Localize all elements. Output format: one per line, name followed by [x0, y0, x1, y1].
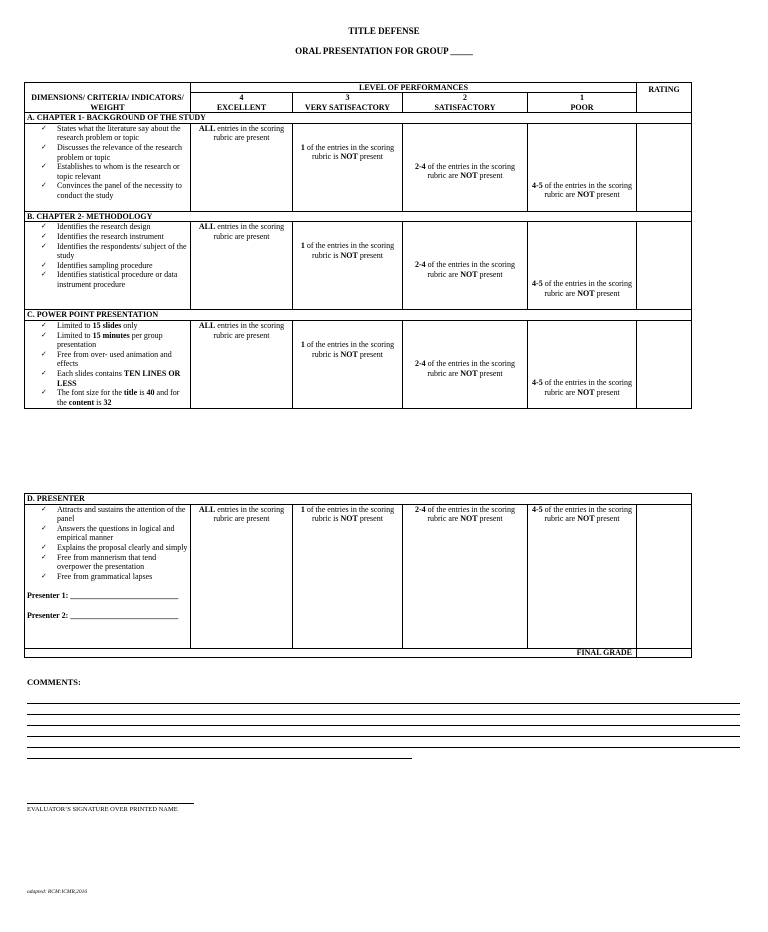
presenter-2-field[interactable]: Presenter 2: ___________________________ — [27, 610, 179, 620]
desc-text: present — [357, 250, 383, 260]
desc-bold: 4-5 — [532, 377, 543, 387]
desc-text: of the entries in the scoring rubric are — [542, 377, 633, 397]
level-num: 1 — [580, 93, 585, 102]
desc-bold: 1 — [300, 142, 305, 152]
item-bold: 32 — [103, 397, 112, 407]
comment-line[interactable] — [27, 714, 740, 715]
desc-bold: NOT — [577, 288, 595, 298]
comment-line[interactable] — [27, 703, 740, 704]
desc-bold: NOT — [460, 171, 478, 181]
criteria-item: ✓ Free from grammatical lapses — [41, 572, 188, 582]
desc-text: present — [477, 368, 503, 378]
desc-bold: NOT — [460, 269, 478, 279]
desc-bold: 4-5 — [532, 279, 543, 289]
sat-descriptor — [403, 222, 528, 310]
item-text: Limited to — [57, 330, 93, 340]
comment-line[interactable] — [27, 736, 740, 737]
sat-descriptor — [403, 123, 528, 211]
desc-text: of the entries in the scoring rubric are — [425, 161, 515, 181]
poor-descriptor — [528, 222, 637, 310]
section-a-title: A. CHAPTER 1- BACKGROUND OF THE STUDY — [25, 113, 692, 124]
desc-bold: NOT — [460, 514, 478, 524]
item-text: Free from over- used animation and effects — [57, 349, 172, 369]
section-b-criteria — [25, 222, 191, 310]
desc-text: of the entries in the scoring rubric is — [304, 241, 395, 260]
level-label: SATISFACTORY — [434, 102, 496, 112]
item-bold: 15 slides — [92, 320, 122, 330]
criteria-item: ✓ Identifies the research instrument — [41, 232, 188, 242]
level-num: 4 — [239, 93, 244, 102]
comments-label: COMMENTS: — [27, 677, 81, 687]
section-b-row — [25, 222, 692, 310]
desc-text: of the entries in the scoring rubric are — [425, 358, 515, 378]
desc-text: of the entries in the scoring rubric are — [425, 504, 515, 524]
desc-bold: 2-4 — [415, 260, 426, 270]
desc-bold: NOT — [577, 387, 595, 397]
excellent-descriptor — [191, 222, 293, 310]
desc-text: present — [594, 514, 620, 524]
item-text: per group presentation — [57, 330, 163, 350]
criteria-item: ✓ Convinces the panel of the necessity to conduct the study — [41, 181, 188, 200]
desc-text: present — [357, 514, 383, 524]
criteria-item: ✓ Discusses the relevance of the research problem or topic — [41, 143, 188, 162]
criteria-item: ✓ States what the literature say about the research problem or topic — [41, 124, 188, 143]
item-text: and for the — [57, 388, 180, 407]
criteria-item — [41, 331, 188, 350]
level-label: EXCELLENT — [216, 102, 267, 112]
criteria-item: ✓ Identifies the research design — [41, 222, 188, 232]
signature-label: EVALUATOR’S SIGNATURE OVER PRINTED NAME — [27, 806, 178, 813]
section-a-criteria — [25, 123, 191, 211]
section-d-criteria — [25, 504, 191, 648]
criteria-item: ✓ Establishes to whom is the research or topic relevant — [41, 162, 188, 181]
section-a-row — [25, 123, 692, 211]
document-title: TITLE DEFENSE — [348, 26, 420, 36]
section-c-title-row — [25, 310, 692, 321]
criteria-item — [41, 388, 188, 407]
item-text: Limited to — [57, 320, 93, 330]
level-label: VERY SATISFACTORY — [304, 102, 391, 112]
item-text: The font size for the — [57, 388, 124, 398]
item-bold: content — [68, 397, 95, 407]
level-num: 3 — [345, 93, 350, 102]
section-c-row — [25, 320, 692, 408]
final-grade-label: FINAL GRADE — [25, 648, 637, 657]
criteria-item: ✓ Identifies the respondents/ subject of the study — [41, 242, 188, 261]
final-grade-row — [25, 648, 692, 657]
very-sat-descriptor — [293, 504, 403, 648]
level-2-header — [403, 93, 528, 113]
excellent-descriptor — [191, 504, 293, 648]
section-b-title-row — [25, 211, 692, 222]
item-bold: 40 — [146, 388, 155, 398]
criteria-item — [41, 350, 188, 369]
item-bold: 15 minutes — [92, 330, 130, 340]
poor-descriptor — [528, 123, 637, 211]
desc-bold: NOT — [340, 349, 358, 359]
level-label: POOR — [570, 102, 594, 112]
rating-cell[interactable] — [637, 504, 692, 648]
desc-bold: 2-4 — [415, 358, 426, 368]
footer-note: adapted: RCM:ICMR,2016 — [27, 889, 88, 895]
desc-text: of the entries in the scoring rubric are — [542, 180, 633, 200]
comment-line[interactable] — [27, 758, 412, 759]
rating-cell[interactable] — [637, 320, 692, 408]
desc-text: entries in the scoring rubric are present — [213, 320, 285, 340]
final-grade-cell[interactable] — [637, 648, 692, 657]
section-c-title: C. POWER POINT PRESENTATION — [25, 310, 692, 321]
poor-descriptor — [528, 320, 637, 408]
signature-line[interactable] — [27, 803, 194, 804]
excellent-descriptor — [191, 123, 293, 211]
item-bold: title — [123, 388, 138, 398]
level-3-header — [293, 93, 403, 113]
desc-bold: NOT — [577, 514, 595, 524]
poor-descriptor — [528, 504, 637, 648]
desc-text: of the entries in the scoring rubric is — [304, 339, 395, 359]
level-4-header — [191, 93, 293, 113]
desc-text: present — [477, 171, 503, 181]
level-num: 2 — [463, 93, 467, 102]
level-1-header — [528, 93, 637, 113]
comment-line[interactable] — [27, 725, 740, 726]
desc-bold: ALL — [198, 320, 216, 330]
section-d-title-row — [25, 494, 692, 505]
desc-bold: 2-4 — [415, 161, 426, 171]
desc-text: of the entries in the scoring rubric are — [542, 279, 633, 298]
item-bold: TEN LINES OR LESS — [57, 368, 181, 388]
desc-text: of the entries in the scoring rubric is — [304, 142, 395, 162]
criteria-item — [41, 369, 188, 388]
desc-bold: 4-5 — [532, 180, 543, 190]
desc-text: of the entries in the scoring rubric are — [542, 504, 632, 524]
rubric-table-main — [24, 82, 692, 409]
criteria-item: ✓ Free from mannerism that tend overpower the presentation — [41, 553, 188, 572]
desc-bold: 1 — [300, 504, 305, 514]
comment-line[interactable] — [27, 747, 740, 748]
excellent-descriptor — [191, 320, 293, 408]
desc-text: entries in the scoring rubric are present — [213, 123, 285, 143]
item-text: only — [121, 320, 138, 330]
table-header-row — [25, 83, 692, 93]
rubric-table-presenter — [24, 493, 692, 658]
desc-bold: 2-4 — [415, 504, 426, 514]
sat-descriptor — [403, 504, 528, 648]
desc-text: of the entries in the scoring rubric are — [425, 260, 515, 279]
sat-descriptor — [403, 320, 528, 408]
desc-text: present — [477, 269, 503, 279]
presenter-1-field[interactable]: Presenter 1: ___________________________ — [27, 591, 179, 601]
desc-bold: ALL — [198, 222, 216, 232]
very-sat-descriptor — [293, 320, 403, 408]
desc-bold: NOT — [460, 368, 478, 378]
desc-text: present — [477, 514, 503, 524]
desc-bold: ALL — [198, 504, 216, 514]
desc-bold: NOT — [340, 152, 358, 162]
level-header: LEVEL OF PERFORMANCES — [191, 83, 637, 93]
section-b-title: B. CHAPTER 2- METHODOLOGY — [25, 211, 692, 222]
section-a-title-row — [25, 113, 692, 124]
desc-bold: 1 — [300, 241, 305, 251]
desc-text: present — [357, 152, 383, 162]
item-text: Each slides contains — [57, 368, 124, 378]
very-sat-descriptor — [293, 222, 403, 310]
item-text: is — [94, 397, 104, 407]
dimensions-header: DIMENSIONS/ CRITERIA/ INDICATORS/ WEIGHT — [25, 83, 191, 113]
desc-bold: NOT — [577, 190, 595, 200]
desc-bold: ALL — [198, 123, 216, 133]
desc-bold: NOT — [340, 250, 358, 260]
criteria-item: ✓ Explains the proposal clearly and simply — [41, 543, 188, 553]
rating-header: RATING — [637, 83, 692, 113]
section-d-title: D. PRESENTER — [25, 494, 692, 505]
item-text: is — [137, 388, 147, 398]
desc-text: entries in the scoring rubric are present — [213, 222, 285, 241]
desc-text: present — [357, 349, 383, 359]
desc-text: present — [594, 387, 620, 397]
desc-text: present — [594, 288, 620, 298]
section-d-row — [25, 504, 692, 648]
desc-bold: 4-5 — [532, 504, 543, 514]
desc-text: present — [594, 190, 620, 200]
desc-text: of the entries in the scoring rubric is — [304, 504, 395, 524]
criteria-item: ✓ Attracts and sustains the attention of the panel — [41, 505, 188, 524]
desc-text: entries in the scoring rubric are present — [213, 504, 285, 524]
very-sat-descriptor — [293, 123, 403, 211]
rating-cell[interactable] — [637, 222, 692, 310]
document-subtitle: ORAL PRESENTATION FOR GROUP _____ — [295, 46, 473, 56]
criteria-item: ✓ Identifies sampling procedure — [41, 261, 188, 271]
desc-bold: NOT — [340, 514, 358, 524]
section-c-criteria — [25, 320, 191, 408]
desc-bold: 1 — [300, 339, 305, 349]
criteria-item: ✓ Answers the questions in logical and empirical manner — [41, 524, 188, 543]
rating-cell[interactable] — [637, 123, 692, 211]
criteria-item — [41, 321, 188, 331]
criteria-item: ✓ Identifies statistical procedure or data instrument procedure — [41, 270, 188, 289]
